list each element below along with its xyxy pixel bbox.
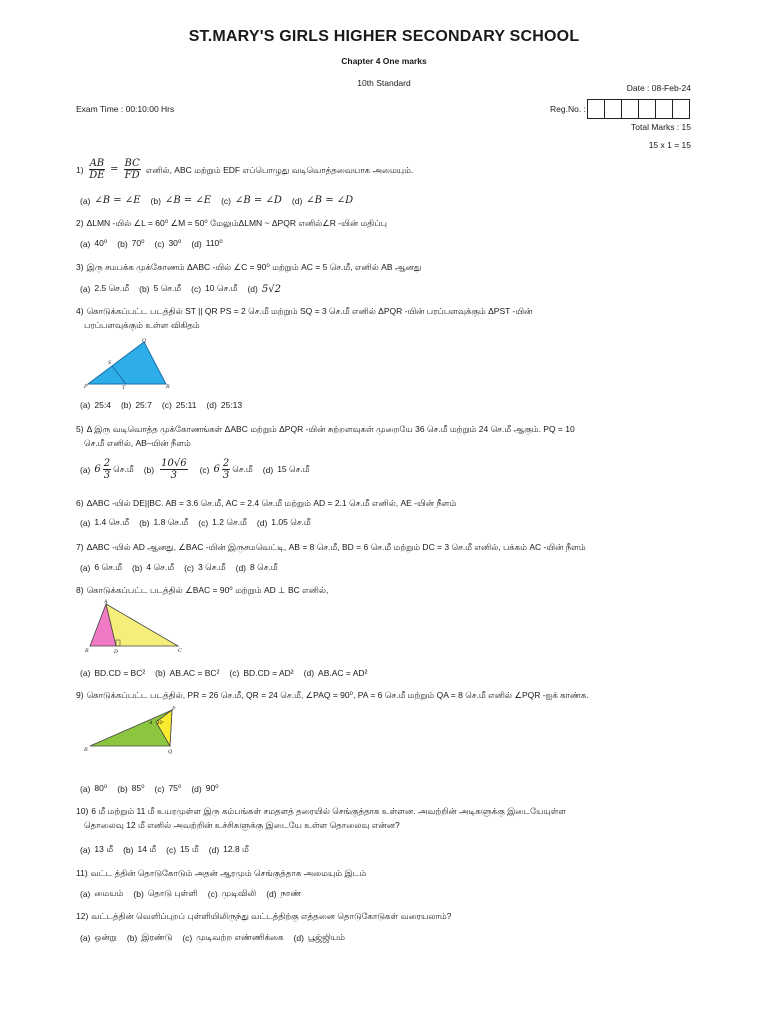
question-text: 6 மீ மற்றும் 11 மீ உயரமுள்ள இரு கம்பங்கள் சமதளத் தரையில் செங்குத்தாக உள்ளன. அவற்றின் அடிகளுக்கு இடையேயுள்ள: [91, 806, 567, 816]
question-text: ΔABC -யில் DE||BC. AB = 3.6 செ.மீ, AC = 2.4 செ.மீ மற்றும் AD = 2.1 செ.மீ எனில், AE -யின் நீளம்: [86, 498, 457, 508]
option-a[interactable]: ∠B = ∠E: [94, 195, 141, 206]
option-a[interactable]: 6 $\frac{2}{3}$ செ.மீ: [94, 458, 134, 481]
option-a[interactable]: 25:4: [94, 400, 111, 410]
label-b: B: [85, 648, 89, 654]
question-2: 2) ΔLMN -யில் ∠L = 60⁰ ∠M = 50⁰ மேலும்ΔLMN ~ ΔPQR எனில்∠R -யின் மதிப்பு: [76, 218, 387, 228]
option-c[interactable]: ∠B = ∠D: [235, 195, 282, 206]
option-b[interactable]: $\frac{10√6}{3}$: [161, 458, 187, 481]
reg-no-box[interactable]: [672, 99, 690, 119]
question-9: 9) கொடுக்கப்பட்ட படத்தில், PR = 26 செ.மீ, QR = 24 செ.மீ, ∠PAQ = 90⁰, PA = 6 செ.மீ மற்றும் QA = 8 செ.மீ எனில் ∠PQR -ஐக் காண்க.: [76, 690, 589, 700]
option-b[interactable]: இரண்டு: [141, 932, 173, 942]
question-text-cont: செ.மீ எனில், AB–யின் நீளம்: [84, 438, 191, 448]
option-c[interactable]: 75⁰: [168, 783, 182, 793]
option-c[interactable]: முடிவிலி: [221, 888, 257, 898]
question-4: 4) கொடுக்கப்பட்ட படத்தில் ST || QR PS = 2 செ.மீ மற்றும் SQ = 3 செ.மீ எனில் ΔPQR -யின் பரப்பளவுக்கும் ΔPST -யின் பரப்பளவுக்கும் உள்ள விகிதம்: [76, 306, 533, 330]
question-text: கொடுக்கப்பட்ட படத்தில் ∠BAC = 90⁰ மற்றும் AD ⊥ BC எனில்,: [86, 585, 329, 595]
option-a[interactable]: 13 மீ: [94, 844, 114, 854]
option-a[interactable]: 40⁰: [94, 238, 108, 248]
option-a[interactable]: BD.CD = BC²: [94, 668, 146, 678]
option-b[interactable]: தொடு புள்ளி: [147, 888, 198, 898]
reg-no-box[interactable]: [655, 99, 673, 119]
option-d[interactable]: 12.8 மீ: [223, 844, 249, 854]
figure-q4-triangle: [84, 336, 174, 392]
option-c[interactable]: முடிவற்ற எண்ணிக்கை: [196, 932, 284, 942]
option-b[interactable]: AB.AC = BC²: [169, 668, 220, 678]
option-c[interactable]: 10 செ.மீ: [205, 283, 238, 293]
label-r: R: [84, 747, 88, 753]
figure-q8-triangle: [84, 598, 184, 656]
label-t: T: [122, 385, 126, 391]
total-marks: Total Marks : 15: [631, 122, 691, 132]
option-d[interactable]: 5√2: [261, 283, 281, 295]
option-b[interactable]: 70⁰: [131, 238, 145, 248]
label-q: Q: [142, 338, 147, 344]
question-11: 11) வட்ட த்தின் தொடுகோடும் அதன் ஆரமும் செங்குத்தாக அமையும் இடம்: [76, 868, 367, 878]
question-text: இரு சமபக்க முக்கோணம் ΔABC -யில் ∠C = 90⁰ மற்றும் AC = 5 செ.மீ, எனில் AB ஆனது: [86, 262, 422, 272]
option-a[interactable]: 1.4 செ.மீ: [94, 517, 130, 527]
question-text: ΔLMN -யில் ∠L = 60⁰ ∠M = 50⁰ மேலும்ΔLMN ~ ΔPQR எனில்∠R -யின் மதிப்பு: [86, 218, 387, 228]
option-b[interactable]: 4 செ.மீ: [146, 562, 175, 572]
options-q1: (a) ∠B = ∠E (b) ∠B = ∠E (c) ∠B = ∠D (d) ∠B = ∠D: [80, 195, 354, 206]
option-c[interactable]: 3 செ.மீ: [197, 562, 226, 572]
options-q10: (a) 13 மீ (b) 14 மீ (c) 15 மீ (d) 12.8 மீ: [80, 844, 249, 855]
options-q4: (a) 25:4 (b) 25:7 (c) 25:11 (d) 25:13: [80, 400, 243, 410]
option-c[interactable]: 6 $\frac{2}{3}$ செ.மீ: [213, 458, 253, 481]
option-d[interactable]: 8 செ.மீ: [250, 562, 278, 572]
option-c[interactable]: 1.2 செ.மீ: [212, 517, 247, 527]
reg-no-box[interactable]: [621, 99, 639, 119]
option-a[interactable]: 6 செ.மீ: [94, 562, 123, 572]
label-angle: 20⁰: [157, 720, 164, 725]
options-q5: (a) 6 $\frac{2}{3}$ செ.மீ (b) $\frac{10√6}{3}$ (c) 6 $\frac{2}{3}$ செ.மீ (d) 15 செ.மீ: [80, 458, 310, 481]
option-b[interactable]: 1.8 செ.மீ: [153, 517, 189, 527]
options-q7: (a) 6 செ.மீ (b) 4 செ.மீ (c) 3 செ.மீ (d) 8 செ.மீ: [80, 562, 278, 573]
question-6: 6) ΔABC -யில் DE||BC. AB = 3.6 செ.மீ, AC = 2.4 செ.மீ மற்றும் AD = 2.1 செ.மீ எனில், AE -யின் நீளம்: [76, 498, 457, 508]
question-text: Δ இரு வடிவொத்த முக்கோணங்கள் ΔABC மற்றும் ΔPQR -யின் சுற்றளவுகள் முறையே 36 செ.மீ மற்றும் 24 செ.மீ ஆகும். PQ = 10: [86, 424, 575, 434]
option-d[interactable]: பூஜ்ஜியம்: [307, 932, 345, 942]
option-d[interactable]: நாண்: [280, 888, 302, 898]
exam-time: Exam Time : 00:10:00 Hrs: [76, 104, 175, 114]
label-a: A: [149, 720, 153, 726]
reg-no-box[interactable]: [604, 99, 622, 119]
question-10: 10) 6 மீ மற்றும் 11 மீ உயரமுள்ள இரு கம்பங்கள் சமதளத் தரையில் செங்குத்தாக உள்ளன. அவற்றின் அடிகளுக்கு இடையேயுள்ள தொலைவு 12 மீ எனில் அவற்றின் உச்சிகளுக்கு இடையே உள்ள தொலைவு என்ன?: [76, 806, 567, 830]
question-8: 8) கொடுக்கப்பட்ட படத்தில் ∠BAC = 90⁰ மற்றும் AD ⊥ BC எனில்,: [76, 585, 329, 595]
reg-no-box[interactable]: [587, 99, 605, 119]
equals-sign: =: [110, 163, 119, 175]
option-d[interactable]: AB.AC = AD²: [318, 668, 368, 678]
question-3: 3) இரு சமபக்க முக்கோணம் ΔABC -யில் ∠C = 90⁰ மற்றும் AC = 5 செ.மீ, எனில் AB ஆனது: [76, 262, 422, 272]
question-text: ΔABC -யில் AD ஆனது, ∠BAC -யின் இருசமவெட்டி, AB = 8 செ.மீ, BD = 6 செ.மீ மற்றும் DC = 3 செ.மீ எனில், பக்கம் AC -யின் நீளம்: [86, 542, 586, 552]
question-number: 1): [76, 164, 84, 175]
option-a[interactable]: ஒன்று: [94, 932, 117, 942]
question-text: எனில், ABC மற்றும் EDF எப்பொழுது வடிவொத்தவையாக அமையும்.: [145, 164, 414, 175]
fraction-bc-fd: $\frac{BC}{FD}$: [124, 158, 140, 181]
options-q3: (a) 2.5 செ.மீ (b) 5 செ.மீ (c) 10 செ.மீ (d) 5√2: [80, 283, 281, 295]
option-a[interactable]: 80⁰: [94, 783, 108, 793]
question-text: வட்டத்தின் வெளிப்புறப் புள்ளியிலிருந்து வட்டத்திற்கு எத்தனை தொடுகோடுகள் வரையலாம்?: [91, 911, 452, 921]
triangle-pqr: [88, 342, 166, 384]
label-p: P: [84, 384, 88, 390]
reg-no-label: Reg.No. :: [550, 104, 586, 114]
option-a[interactable]: மையம்: [94, 888, 124, 898]
fraction-ab-de: $\frac{AB}{DE}$: [89, 158, 105, 181]
mark-calculation: 15 x 1 = 15: [648, 140, 691, 150]
question-text-cont: பரப்பளவுக்கும் உள்ள விகிதம்: [84, 320, 200, 330]
options-q9: (a) 80⁰ (b) 85⁰ (c) 75⁰ (d) 90⁰: [80, 783, 219, 794]
question-5: 5) Δ இரு வடிவொத்த முக்கோணங்கள் ΔABC மற்றும் ΔPQR -யின் சுற்றளவுகள் முறையே 36 செ.மீ மற்றும் 24 செ.மீ ஆகும். PQ = 10 செ.மீ எனில், AB–யின் நீளம்: [76, 424, 575, 448]
options-q11: (a) மையம் (b) தொடு புள்ளி (c) முடிவிலி (d) நாண்: [80, 888, 302, 899]
question-text-cont: தொலைவு 12 மீ எனில் அவற்றின் உச்சிகளுக்கு இடையே உள்ள தொலைவு என்ன?: [84, 820, 400, 830]
question-text: கொடுக்கப்பட்ட படத்தில் ST || QR PS = 2 செ.மீ மற்றும் SQ = 3 செ.மீ எனில் ΔPQR -யின் பரப்பளவுக்கும் ΔPST -யின்: [86, 306, 533, 316]
reg-no-box[interactable]: [638, 99, 656, 119]
chapter-title: Chapter 4 One marks: [341, 56, 427, 66]
figure-q9-triangle: [84, 704, 184, 754]
option-b[interactable]: 85⁰: [131, 783, 145, 793]
option-c[interactable]: BD.CD = AD²: [243, 668, 294, 678]
label-r: R: [166, 384, 170, 390]
option-d[interactable]: 90⁰: [205, 783, 219, 793]
label-s: S: [108, 360, 112, 366]
school-title: ST.MARY'S GIRLS HIGHER SECONDARY SCHOOL: [188, 28, 580, 45]
option-d[interactable]: 15 செ.மீ: [277, 463, 310, 474]
options-q2: (a) 40⁰ (b) 70⁰ (c) 30⁰ (d) 110⁰: [80, 238, 223, 249]
question-7: 7) ΔABC -யில் AD ஆனது, ∠BAC -யின் இருசமவெட்டி, AB = 8 செ.மீ, BD = 6 செ.மீ மற்றும் DC = 3 செ.மீ எனில், பக்கம் AC -யின் நீளம்: [76, 542, 586, 552]
label-a: A: [104, 599, 108, 605]
exam-date: Date : 08-Feb-24: [626, 83, 691, 93]
label-q: Q: [168, 749, 173, 754]
options-q12: (a) ஒன்று (b) இரண்டு (c) முடிவற்ற எண்ணிக்கை (d) பூஜ்ஜியம்: [80, 932, 345, 943]
question-text: கொடுக்கப்பட்ட படத்தில், PR = 26 செ.மீ, QR = 24 செ.மீ, ∠PAQ = 90⁰, PA = 6 செ.மீ மற்றும் QA = 8 செ.மீ எனில் ∠PQR -ஐக் காண்க.: [86, 690, 589, 700]
option-d[interactable]: 1.05 செ.மீ: [271, 517, 311, 527]
standard-label: 10th Standard: [357, 78, 411, 88]
question-1: [76, 158, 696, 181]
option-c[interactable]: 30⁰: [168, 238, 182, 248]
option-d[interactable]: 110⁰: [205, 238, 223, 248]
label-d: D: [114, 649, 119, 655]
option-b[interactable]: 25:7: [135, 400, 152, 410]
option-c[interactable]: 15 மீ: [180, 844, 199, 854]
options-q6: (a) 1.4 செ.மீ (b) 1.8 செ.மீ (c) 1.2 செ.மீ (d) 1.05 செ.மீ: [80, 517, 311, 528]
label-p: P: [172, 706, 176, 712]
option-b[interactable]: 5 செ.மீ: [153, 283, 182, 293]
question-12: 12) வட்டத்தின் வெளிப்புறப் புள்ளியிலிருந்து வட்டத்திற்கு எத்தனை தொடுகோடுகள் வரையலாம்?: [76, 911, 452, 921]
option-b[interactable]: 14 மீ: [137, 844, 157, 854]
reg-no-boxes: [588, 99, 690, 119]
option-b[interactable]: ∠B = ∠E: [164, 195, 212, 206]
option-d[interactable]: 25:13: [220, 400, 243, 410]
question-text: வட்ட த்தின் தொடுகோடும் அதன் ஆரமும் செங்குத்தாக அமையும் இடம்: [90, 868, 367, 878]
option-d[interactable]: ∠B = ∠D: [306, 195, 354, 206]
options-q8: (a) BD.CD = BC² (b) AB.AC = BC² (c) BD.CD = AD² (d) AB.AC = AD²: [80, 668, 368, 678]
label-c: C: [178, 648, 182, 654]
option-c[interactable]: 25:11: [175, 400, 197, 410]
option-a[interactable]: 2.5 செ.மீ: [94, 283, 130, 293]
